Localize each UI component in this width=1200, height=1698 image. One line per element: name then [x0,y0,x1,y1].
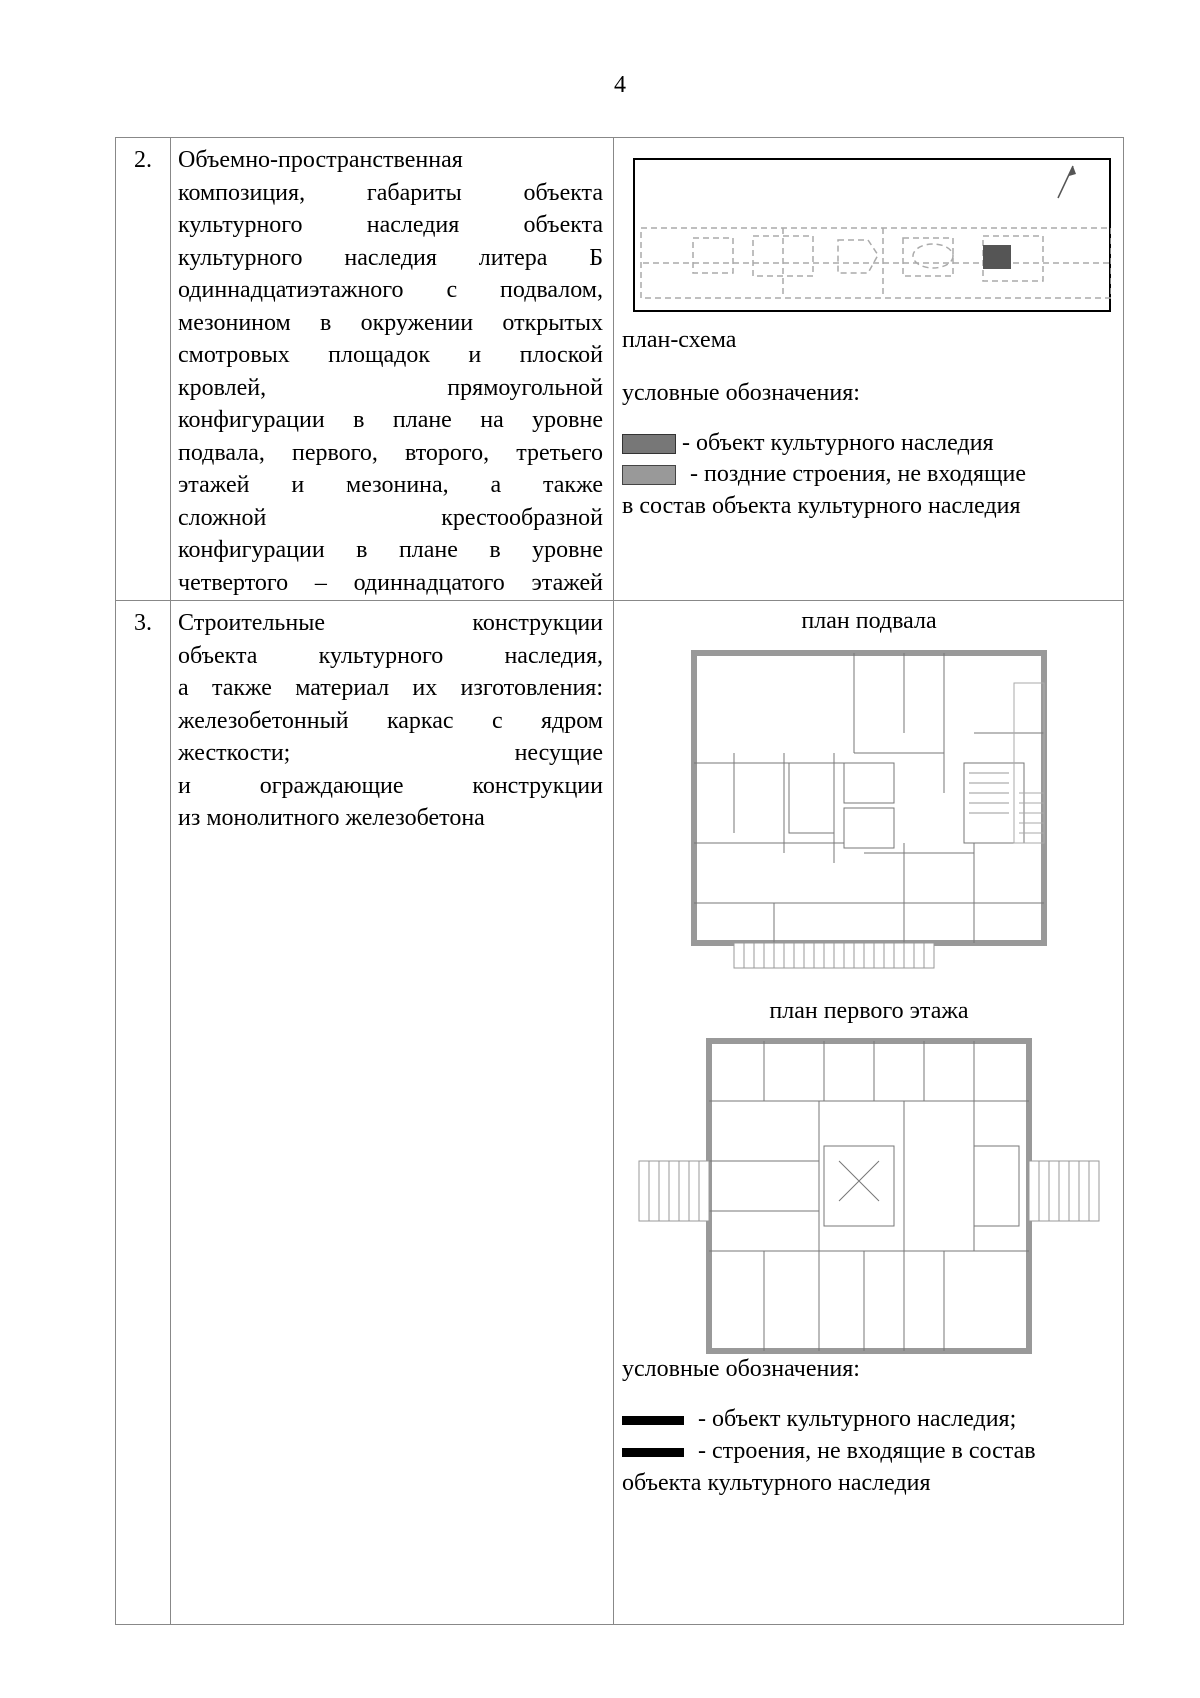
row-number: 3. [116,601,171,1625]
legend-label: - объект культурного наследия [682,430,994,456]
scheme-caption: план-схема [622,327,737,353]
row-description [171,138,614,601]
basement-plan-title: план подвала [801,608,937,634]
legend-label: - объект культурного наследия; [698,1406,1017,1432]
legend-item-heritage [622,1403,1016,1436]
legend-label: - строения, не входящие в состав [698,1438,1036,1464]
desc-line: смотровых площадок и плоской [178,342,603,368]
row-description [171,601,614,1625]
desc-line: одиннадцатиэтажного с подвалом, [178,277,603,303]
legend-item-non-heritage [622,1435,1036,1468]
desc-line: Строительные конструкции [178,610,603,636]
legend-item-heritage [622,427,994,460]
row-illustration [614,138,1124,601]
legend-swatch-non-heritage [622,1448,684,1457]
desc-line: четвертого – одиннадцатого этажей [178,569,603,596]
desc-line: конфигурации в плане на уровне [178,407,603,433]
desc-line: жесткости; несущие [178,740,603,766]
desc-line: из монолитного железобетона [178,805,485,831]
desc-line: а также материал их изготовления: [178,675,603,701]
desc-line: культурного наследия литера Б [178,244,603,271]
table-row [116,138,1124,601]
desc-line: сложной крестообразной [178,504,603,531]
legend-label-continued: в состав объекта культурного наследия [622,493,1021,519]
desc-line: железобетонный каркас с ядром [178,707,603,734]
legend-label: - поздние строения, не входящие [690,461,1026,487]
first-floor-plan [624,1031,1114,1361]
desc-line: этажей и мезонина, а также [178,472,603,498]
desc-line: объекта культурного наследия, [178,642,603,669]
legend-swatch-heritage [622,434,676,454]
properties-table [115,137,1124,1625]
legend-label-continued: объекта культурного наследия [622,1470,931,1496]
table-row [116,601,1124,1625]
desc-line: конфигурации в плане в уровне [178,537,603,563]
desc-line: и ограждающие конструкции [178,772,603,799]
legend-swatch-heritage [622,1416,684,1425]
legend-swatch-later [622,465,676,485]
desc-line: Объемно-пространственная [178,147,463,173]
page-number: 4 [614,72,626,98]
legend-title: условные обозначения: [622,1356,860,1382]
legend-title: условные обозначения: [622,380,860,406]
site-plan-scheme [633,158,1111,312]
row-illustration [614,601,1124,1625]
desc-line: культурного наследия объекта [178,212,603,238]
desc-line: кровлей, прямоугольной [178,374,603,401]
desc-line: композиция, габариты объекта [178,179,603,206]
legend-item-later-buildings [622,458,1026,491]
basement-floor-plan [674,643,1074,1003]
desc-line: подвала, первого, второго, третьего [178,439,603,466]
first-floor-plan-title: план первого этажа [769,998,969,1024]
row-number: 2. [116,138,171,601]
desc-line: мезонином в окружении открытых [178,309,603,336]
